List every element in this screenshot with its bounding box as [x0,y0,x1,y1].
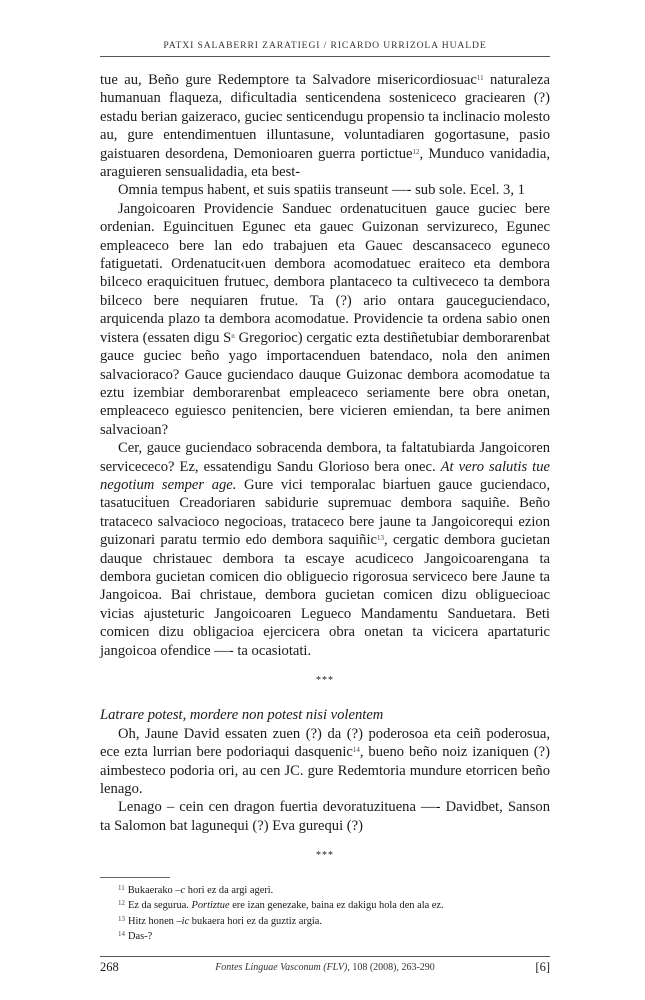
paragraph-1: tue au, Beño gure Redemptore ta Salvadore misericordiosuac$^{11}$ naturaleza humanuan flaqueza, dificultadia senticendena sosteniceco graciearen (?) estadu berian gaizeraco, guciec senticendugu propensio ta inclinacio molesto au, gure entendimentuen illuntasune, voluntadiaren gogortasune, pasio gaistuaren desordena, Demonioaren guerra portictue$^{12}$, Munduco vanidadia, araguieren sensualidadia, eta best- [100,72,550,181]
paragraph-4: Cer, gauce guciendaco sobracenda dembora, ta faltatubiarda Jangoicoren servicececo? Ez, essatendigu Sandu Glorioso bera onec. At vero salutis tue negotium semper age. Gure vici temporalac biarṫuen gauce guciendaco, tasatuciṫuen Creadoriaren sabidurie supremuac dembora saquiñe. Beño trataceco salvacioco negocioas, trataceco bere jaune ta Jangoicorequi ezion guizonari paratu termio edo dembora saquiñic$^{13}$, cergatic dembora gucietan dauque christauec dembora ta escaye acudiceco Jangoicoarengana ta dembora gucietan comicen dio obliguecio rigorosua serviceco bere Jaune ta Jangoicoa. Bai christaue, dembora gucietan comicen dizu obliguecioac vicias ajusteturic Jangoicoaren Legueco Mandamentu Sanduetara. Beti comicen dizu obligacioa ejercicera obra onetan ta vicicera apartaturic jangoicoa ofendice —- ta ocasiotati. [100,440,550,659]
header-rule [100,56,550,57]
main-text [100,71,550,882]
footnote-12: $^{12}$ Ez da segurua. Portiztue ere izan genezake, baina ez dakigu hola den ala ez. [118,899,444,912]
footnote-13: $^{13}$ Hitz honen –ic bukaera hori ez da guztiz argia. [118,914,322,927]
footnotes [100,882,550,944]
paragraph-7: Lenago – cein cen dragon fuertia devoratuzituena —- Davidbet, Sanson ta Salomon bat lagunequi (?) Eva gurequi (?) [100,799,550,834]
paragraph-2-quote: Omnia tempus habent, et suis spatiis transeunt —- sub sole. Ecel. 3, 1 [118,182,525,199]
page-number: 268 [100,960,119,974]
footnote-ref-12: 12 [412,147,420,156]
latin-quote: At vero salutis tue negotium semper age. [100,458,550,493]
paragraph-6: Oh, Jaune David essaten zuen (?) da (?) poderosoa eta ceiñ poderosua, ece ezta lurrian bere podoriaqui dasquenic$^{14}$, bueno beño noiz izaniquen (?) aimbesteco podoria ori, au cen JC. gure Redemtoria mundure etorricen beño lenago. [100,725,550,798]
bracket-page-number: [6] [535,960,550,974]
footer-rule [100,956,550,957]
section-separator: *** [316,675,334,686]
footnote-rule [100,877,170,878]
paragraph-3: Jangoicoaren Providencie Sanduec ordenatucituen gauce guciec bere ordenian. Eguincituen Egunec eta gauec Guizonan servizureco, Egunec empleaceco bere lan edo trabajuen eta Gauec descansaceco eguneco fatiguetati. Ordenatucit‹uen dembora acomodatuec eraiteco eta dembora bilceco eraquicituen frutuec, dembora plantaceco ta cultivececo ta dembora bilceco bere nequiaren frutue. Ta (?) ario ontara gauceguciendaco, arquicenda plazo ta dembora acomodatue. Providencie ta ordena sabio onen vistera (essaten digu $S^n$ Gregorioc) cergatic ezta destiñetubiar demborarenbat gauce guciec beño yago importacenduen batendaco, nola den animen salvacioraco? Gauce guciendaco dauque Guizonac dembora acomodatue ta eztu izembiar demborarenbat empleaceco seriamente bere obra onetan, empleaceco eguiesco penitencien, bere vicieren emiendan, ta bere animen salvacioan? [100,200,550,438]
section-separator-2: *** [316,850,334,862]
journal-citation: Fontes Linguae Vasconum (FLV), 108 (2008), 263-290 [215,962,435,973]
superscript-n: n [231,331,235,340]
footnote-ref-13: 13 [377,534,384,543]
section-heading-latin: Latrare potest, mordere non potest nisi volentem [100,707,384,724]
page-footer [100,960,550,978]
footnote-ref-11: 11 [476,74,484,82]
footnote-14: $^{14}$ Das-? [118,930,153,943]
running-header: PATXI SALABERRI ZARATIEGI / RICARDO URRIZOLA HUALDE [163,40,487,51]
footnote-ref-14: 14 [352,746,360,755]
footnote-11: $^{11}$ Bukaerako –c hori ez da argi ageri. [118,884,274,896]
